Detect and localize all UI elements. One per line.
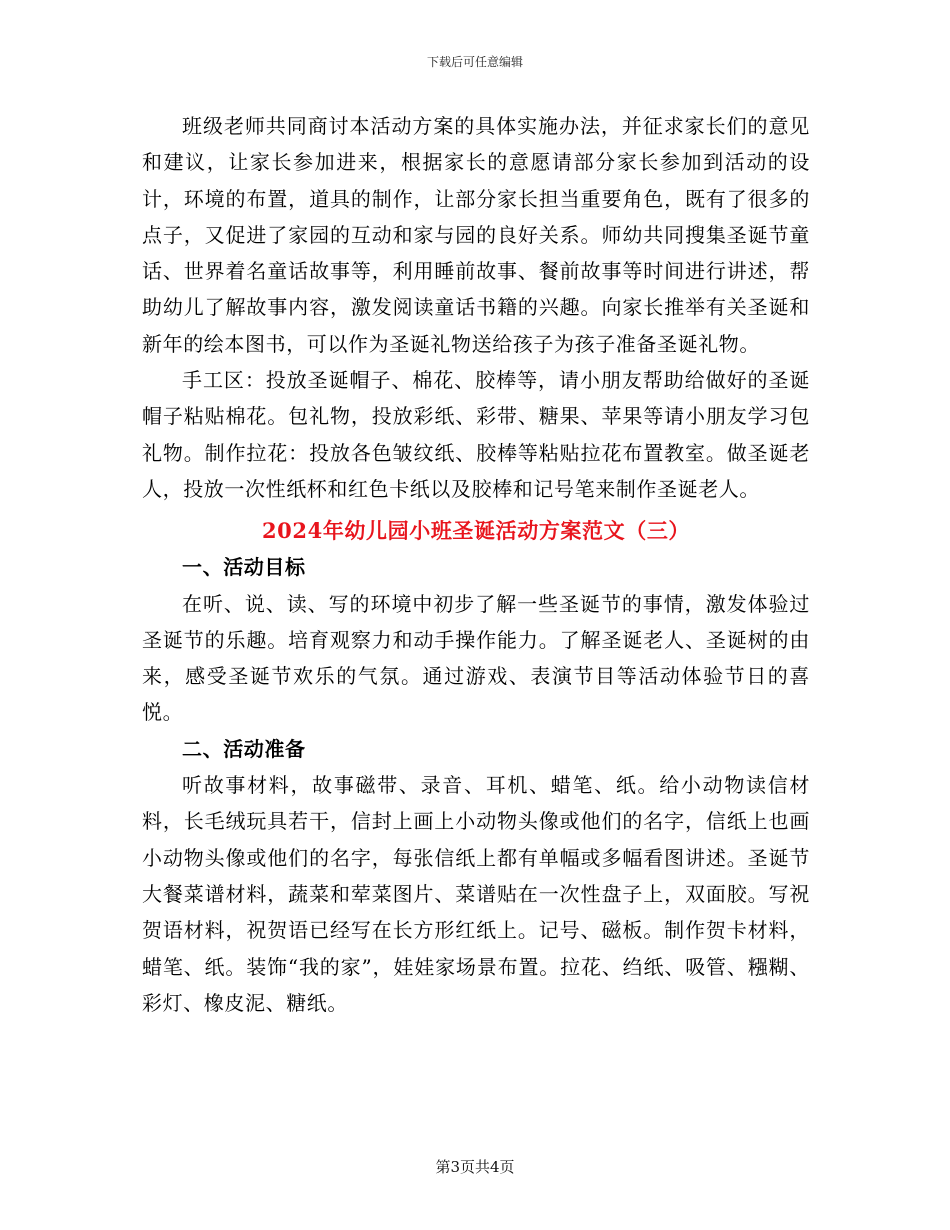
- paragraph-activity-preparation: 听故事材料，故事磁带、录音、耳机、蜡笔、纸。给小动物读信材料，长毛绒玩具若干，信封上画上小动物头像或他们的名字，信纸上也画小动物头像或他们的名字，每张信纸上都有单幅或多幅看图讲述。圣诞节大餐菜谱材料，蔬菜和荤菜图片、菜谱贴在一次性盘子上，双面胶。写祝贺语材料，祝贺语已经写在长方形红纸上。记号、磁板。制作贺卡材料，蜡笔、纸。装饰“我的家”，娃娃家场景布置。拉花、绉纸、吸管、糨糊、彩灯、橡皮泥、糖纸。: [142, 773, 810, 1015]
- heading-activity-preparation: 二、活动准备: [182, 736, 306, 761]
- page-indicator: 第3页共4页: [435, 1158, 515, 1176]
- paragraph-handcraft-area: 手工区：投放圣诞帽子、棉花、胶棒等，请小朋友帮助给做好的圣诞帽子粘贴棉花。包礼物，投放彩纸、彩带、糖果、苹果等请小朋友学习包礼物。制作拉花：投放各色皱纹纸、胶棒等粘贴拉花布置教室。做圣诞老人，投放一次性纸杯和红色卡纸以及胶棒和记号笔来制作圣诞老人。: [142, 368, 810, 501]
- paragraph-activity-goals: 在听、说、读、写的环境中初步了解一些圣诞节的事情，激发体验过圣诞节的乐趣。培育观察力和动手操作能力。了解圣诞老人、圣诞树的由来，感受圣诞节欢乐的气氛。通过游戏、表演节目等活动体验节日的喜悦。: [142, 591, 810, 725]
- header-note: 下载后可任意编辑: [426, 55, 523, 69]
- section-title: 2024年幼儿园小班圣诞活动方案范文（三）: [261, 518, 691, 544]
- document-body: [142, 108, 810, 1021]
- paragraph-implementation: 班级老师共同商讨本活动方案的具体实施办法，并征求家长们的意见和建议，让家长参加进来，根据家长的意愿请部分家长参加到活动的设计，环境的布置，道具的制作，让部分家长担当重要角色，既有了很多的点子，又促进了家园的互动和家与园的良好关系。师幼共同搜集圣诞节童话、世界着名童话故事等，利用睡前故事、餐前故事等时间进行讲述，帮助幼儿了解故事内容，激发阅读童话书籍的兴趣。向家长推举有关圣诞和新年的绘本图书，可以作为圣诞礼物送给孩子为孩子准备圣诞礼物。: [142, 114, 810, 356]
- heading-activity-goals: 一、活动目标: [182, 555, 306, 580]
